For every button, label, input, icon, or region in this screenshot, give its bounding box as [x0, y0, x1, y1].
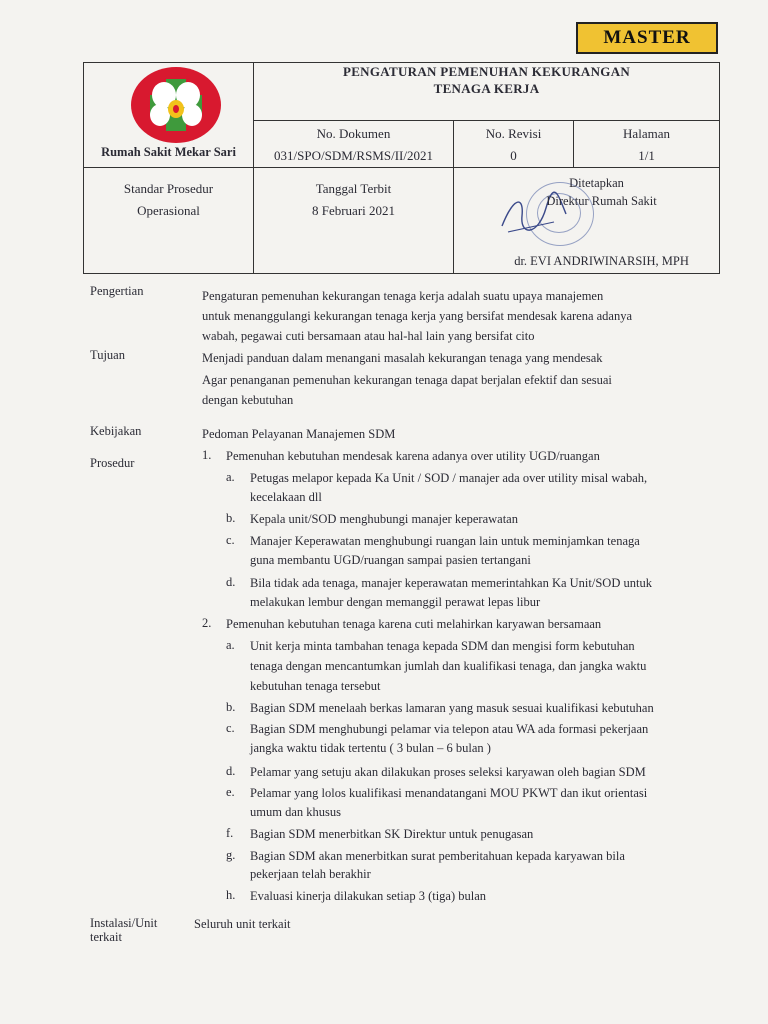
procedure-2-number: 2. [202, 616, 212, 630]
doc-number: 031/SPO/SDM/RSMS/II/2021 [274, 148, 433, 163]
sop-label-line-1: Standar Prosedur [123, 181, 214, 196]
units-text: Seluruh unit terkait [194, 917, 291, 931]
procedure-1d-number: d. [226, 575, 236, 589]
procedure-2c-line-2: jangka waktu tidak tertentu ( 3 bulan – 6 bulan ) [250, 741, 491, 755]
procedure-2b-text: Bagian SDM menelaah berkas lamaran yang masuk sesuai kualifikasi kebutuhan [250, 701, 654, 715]
director-name: dr. EVI ANDRIWINARSIH, MPH [514, 254, 689, 268]
title-line-1: PENGATURAN PEMENUHAN KEKURANGAN [342, 64, 631, 79]
procedure-2a-line-3: kebutuhan tenaga tersebut [250, 679, 381, 693]
policy-text: Pedoman Pelayanan Manajemen SDM [202, 427, 396, 441]
procedure-2a-number: a. [226, 638, 235, 652]
units-label-line-1: Instalasi/Unit [90, 916, 158, 930]
revision-number: 0 [510, 148, 517, 163]
procedure-2b-number: b. [226, 700, 236, 714]
revision-label: No. Revisi [485, 126, 542, 141]
issue-date: 8 Februari 2021 [311, 203, 396, 218]
definition-label: Pengertian [90, 284, 144, 298]
procedure-2g-number: g. [226, 848, 236, 862]
purpose-line-1: Menjadi panduan dalam menangani masalah kekurangan tenaga yang mendesak [202, 351, 603, 365]
hospital-name: Rumah Sakit Mekar Sari [101, 145, 236, 159]
procedure-1d-line-2: melakukan lembur dengan memanggil perawat lepas libur [250, 595, 541, 609]
procedure-2e-line-2: umum dan khusus [250, 805, 341, 819]
procedure-1c-number: c. [226, 533, 235, 547]
procedure-1c-line-1: Manajer Keperawatan menghubungi ruangan lain untuk meminjamkan tenaga [250, 534, 640, 548]
procedure-label: Prosedur [90, 456, 135, 470]
procedure-2a-line-1: Unit kerja minta tambahan tenaga kepada SDM dan mengisi form kebutuhan [250, 639, 635, 653]
procedure-2e-number: e. [226, 785, 235, 799]
procedure-2h-text: Evaluasi kinerja dilakukan setiap 3 (tiga) bulan [250, 889, 487, 903]
procedure-2c-number: c. [226, 721, 235, 735]
procedure-1c-line-2: guna membantu UGD/ruangan sampai pasien tertangani [250, 553, 531, 567]
procedure-1a-line-1: Petugas melapor kepada Ka Unit / SOD / manajer ada over utility misal wabah, [250, 471, 648, 485]
purpose-line-3: dengan kebutuhan [202, 393, 294, 407]
policy-label: Kebijakan [90, 424, 142, 438]
procedure-2c-line-1: Bagian SDM menghubungi pelamar via telepon atau WA ada formasi pekerjaan [250, 722, 649, 736]
procedure-2d-text: Pelamar yang setuju akan dilakukan proses seleksi karyawan oleh bagian SDM [250, 765, 646, 779]
procedure-2g-line-2: pekerjaan telah berakhir [250, 867, 371, 881]
director-label: Direktur Rumah Sakit [546, 194, 657, 208]
doc-number-label: No. Dokumen [316, 126, 391, 141]
procedure-1-number: 1. [202, 448, 212, 462]
procedure-2-text: Pemenuhan kebutuhan tenaga karena cuti melahirkan karyawan bersamaan [226, 617, 602, 631]
procedure-1a-line-2: kecelakaan dll [250, 490, 322, 504]
procedure-1-text: Pemenuhan kebutuhan mendesak karena adanya over utility UGD/ruangan [226, 449, 600, 463]
procedure-2d-number: d. [226, 764, 236, 778]
procedure-2f-text: Bagian SDM menerbitkan SK Direktur untuk penugasan [250, 827, 534, 841]
title-line-2: TENAGA KERJA [433, 81, 540, 96]
units-label-line-2: terkait [90, 930, 122, 944]
procedure-2f-number: f. [226, 826, 234, 840]
procedure-2a-line-2: tenaga dengan mencantumkan jumlah dan kualifikasi tenaga, dan jangka waktu [250, 659, 647, 673]
page-label: Halaman [623, 126, 670, 141]
master-stamp-label: MASTER [576, 22, 718, 54]
sop-label-line-2: Operasional [137, 203, 200, 218]
procedure-2h-number: h. [226, 888, 236, 902]
purpose-line-2: Agar penanganan pemenuhan kekurangan tenaga dapat berjalan efektif dan sesuai [202, 373, 612, 387]
procedure-1d-line-1: Bila tidak ada tenaga, manajer keperawatan memerintahkan Ka Unit/SOD untuk [250, 576, 652, 590]
procedure-1b-text: Kepala unit/SOD menghubungi manajer keperawatan [250, 512, 518, 526]
definition-line-3: wabah, pegawai cuti bersamaan atau hal-hal lain yang bersifat cito [202, 329, 535, 343]
procedure-1a-number: a. [226, 470, 235, 484]
approved-label: Ditetapkan [569, 176, 624, 190]
procedure-2e-line-1: Pelamar yang lolos kualifikasi menandatangani MOU PKWT dan ikut orientasi [250, 786, 648, 800]
definition-line-2: untuk menanggulangi kekurangan tenaga kerja yang bersifat mendesak karena adanya [202, 309, 633, 323]
procedure-1b-number: b. [226, 511, 236, 525]
procedure-2g-line-1: Bagian SDM akan menerbitkan surat pemberitahuan kepada karyawan bila [250, 849, 625, 863]
purpose-label: Tujuan [90, 348, 125, 362]
definition-line-1: Pengaturan pemenuhan kekurangan tenaga kerja adalah suatu upaya manajemen [202, 289, 604, 303]
page-number: 1/1 [638, 148, 655, 163]
issue-date-label: Tanggal Terbit [315, 181, 392, 196]
